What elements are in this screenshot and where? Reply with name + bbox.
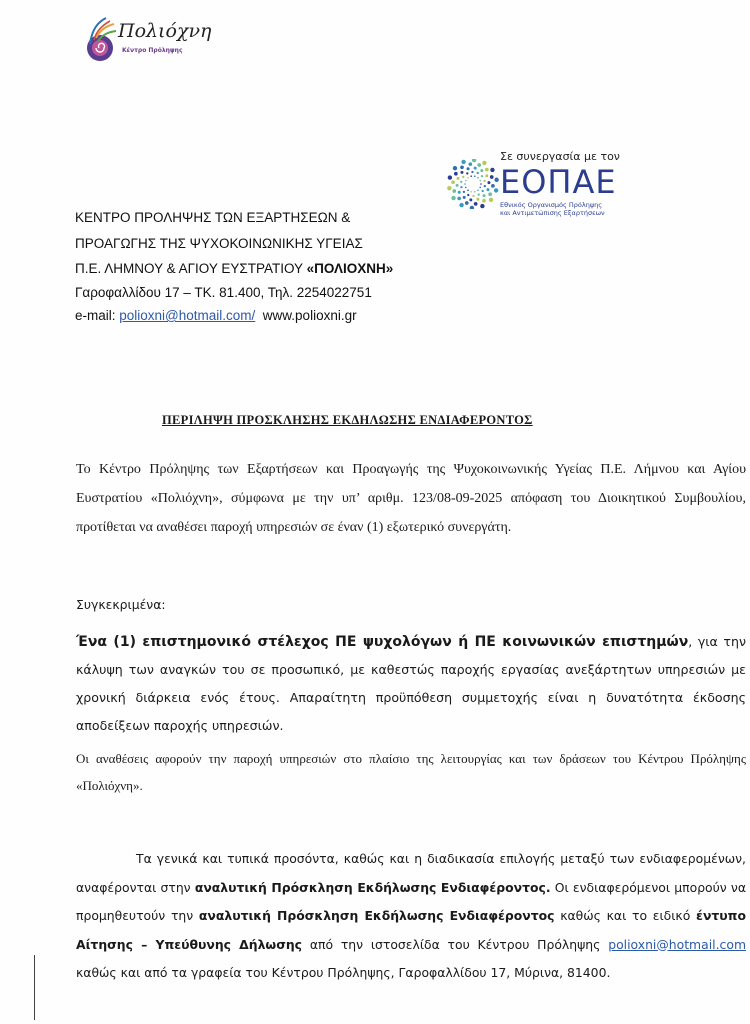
logo-subtitle: Κέντρο Πρόληψης (122, 47, 183, 54)
eopae-logo (445, 145, 635, 220)
logo-dot (470, 175, 472, 177)
eopae-line1: Εθνικός Οργανισμός Πρόληψης (500, 201, 603, 209)
logo-dot (483, 180, 485, 182)
logo-dot (474, 202, 478, 206)
logo-dot (466, 172, 468, 174)
eopae-acronym: ΕΟΠΑΕ (500, 163, 617, 201)
logo-dot (462, 176, 464, 178)
logo-dot (456, 184, 459, 187)
logo-dot (485, 174, 488, 177)
logo-dot (480, 169, 483, 172)
website-text: www.polioxni.gr (262, 308, 357, 323)
logo-dot (461, 160, 465, 164)
logo-dot (447, 186, 451, 190)
position-paragraph (76, 628, 746, 740)
email-link-inline[interactable]: polioxni@hotmail.com (608, 936, 747, 952)
email-link[interactable]: polioxni@hotmail.com/ (119, 308, 256, 323)
logo-dot (467, 167, 470, 170)
text-segment: Τα γενικά και τυπικά προσόντα, καθώς και η διαδικασία επιλογής μεταξύ των ενδιαφερομένων, αναφέρονται στην (76, 851, 746, 895)
logo-dot (460, 165, 464, 169)
logo-dot (474, 167, 477, 170)
spiral-swirl-logo-icon (84, 14, 118, 64)
logo-dot (465, 201, 469, 205)
logo-dot (451, 180, 455, 184)
logo-dot (479, 180, 481, 182)
logo-dot (481, 175, 483, 177)
logo-dot (474, 175, 476, 177)
logo-dot (472, 195, 474, 197)
intro-paragraph: Το Κέντρο Πρόληψης των Εξαρτήσεων και Προαγωγής της Ψυχοκοινωνικής Υγείας Π.Ε. Λήμνου και Αγίου Ευστρατίου «Πολιόχνη», σύμφωνα με την υπ’ αριθμ. 123/08-09-2025 απόφαση του Διοικητικού Συμβουλίου, προτίθεται να αναθέσει παροχή υπηρεσιών σε έναν (1) εξωτερικό συνεργάτη. (76, 462, 746, 535)
logo-dot (480, 183, 482, 185)
logo-dot (453, 166, 457, 170)
logo-dot (480, 204, 484, 208)
logo-dot (477, 177, 479, 179)
logo-dot (454, 172, 458, 176)
logo-dot (482, 161, 486, 165)
logo-dot (482, 190, 484, 192)
dotted-circle-logo-icon (447, 159, 499, 209)
logo-dot (467, 194, 469, 196)
logo-dot (470, 206, 474, 209)
logo-dot (467, 177, 469, 179)
logo-dot (491, 184, 495, 188)
letterhead-line2: ΠΡΟΑΓΩΓΗΣ ΤΗΣ ΨΥΧΟΚΟΙΝΩΝΙΚΗΣ ΥΓΕΙΑΣ (75, 236, 363, 251)
logo-dot (457, 197, 461, 201)
logo-dot (463, 191, 465, 193)
logo-dot (483, 194, 486, 197)
scope-paragraph: Οι αναθέσεις αφορούν την παροχή υπηρεσιών στο πλαίσιο της λειτουργίας και των δράσεων του Κέντρου Πρόληψης «Πολιόχνη». (76, 751, 746, 793)
logo-dot (477, 172, 479, 174)
letterhead-line3 (75, 261, 393, 276)
logo-dot (494, 188, 498, 192)
logo-dot (460, 181, 462, 183)
logo-name: Πολιόχνη (118, 20, 212, 42)
logo-dot (488, 192, 492, 196)
logo-dot (489, 198, 493, 202)
qualifications-paragraph (76, 845, 746, 988)
cooperation-caption: Σε συνεργασία με τον (500, 150, 620, 163)
logo-dot (451, 196, 455, 200)
logo-dot (465, 180, 467, 182)
logo-dot (477, 189, 479, 191)
text-segment: καθώς και το ειδικό (554, 908, 697, 923)
logo-dot (458, 191, 461, 194)
margin-line (34, 955, 35, 1020)
logo-dot (469, 198, 472, 201)
logo-dot (486, 188, 489, 191)
logo-dot (448, 175, 452, 179)
logo-dot (465, 187, 467, 189)
logo-dot (474, 191, 476, 193)
logo-dot (452, 189, 456, 193)
logo-dot (468, 162, 472, 166)
logo-dot (460, 171, 463, 174)
logo-dot (477, 163, 481, 167)
position-details: , για την κάλυψη των αναγκών του σε προσωπικό, με καθεστώς παροχής εργασίας ανεξάρτητων υπηρεσιών με χρονική διάρκεια ενός έτους. Απαραίτητη προϋπόθεση συμμετοχής είναι η δυνατότητα έκδοσης αποδείξεων παροχής υπηρεσιών. (76, 634, 746, 733)
logo-dot (490, 168, 494, 172)
text-segment: καθώς και από τα γραφεία του Κέντρου Πρόληψης, Γαροφαλλίδου 17, Μύρινα, 81400. (76, 965, 611, 980)
bold-segment: αναλυτική Πρόσκληση Εκδήλωσης Ενδιαφέροντος (198, 908, 555, 923)
letterhead-line1: ΚΕΝΤΡΟ ΠΡΟΛΗΨΗΣ ΤΩΝ ΕΞΑΡΤΗΣΕΩΝ & (75, 210, 351, 225)
logo-dot (485, 168, 489, 172)
logo-dot (470, 191, 472, 193)
document-title: ΠΕΡΙΛΗΨΗ ΠΡΟΣΚΛΗΣΗΣ ΕΚΔΗΛΩΣΗΣ ΕΝΔΙΑΦΕΡΟΝΤΟΣ (162, 413, 533, 427)
eopae-line2: και Αντιμετώπισης Εξαρτήσεων (500, 209, 605, 217)
logo-dot (482, 199, 486, 203)
logo-dot (490, 175, 494, 179)
logo-dot (479, 187, 481, 189)
region-text: Π.Ε. ΛΗΜΝΟΥ & ΑΓΙΟΥ ΕΥΣΤΡΑΤΙΟΥ (75, 261, 307, 276)
logo-dot (484, 185, 486, 187)
logo-dot (476, 198, 479, 201)
logo-dot (471, 171, 473, 173)
letterhead-address: Γαροφαλλίδου 17 – ΤΚ. 81.400, Τηλ. 2254022751 (75, 285, 372, 300)
logo-dot (467, 189, 469, 191)
email-label: e-mail: (75, 308, 120, 323)
logo-dot (464, 183, 466, 185)
logo-dot (472, 159, 476, 162)
logo-dot (459, 203, 463, 207)
logo-dot (463, 196, 466, 199)
letterhead-contact (75, 308, 357, 323)
logo-dot (487, 181, 490, 184)
text-segment: από την ιστοσελίδα του Κέντρου Πρόληψης (302, 936, 609, 952)
bold-segment: αναλυτική Πρόσκληση Εκδήλωσης Ενδιαφέροντος. (194, 879, 551, 895)
bold-segment: έντυπο Αίτησης – Υπεύθυνης Δήλωσης (76, 908, 746, 952)
center-name: «ΠΟΛΙΟΧΝΗ» (306, 261, 394, 276)
position-title: Ένα (1) επιστημονικό στέλεχος ΠΕ ψυχολόγων ή ΠΕ κοινωνικών επιστημών (76, 634, 689, 650)
logo-dot (460, 186, 462, 188)
logo-dot (457, 177, 460, 180)
logo-dot (478, 193, 480, 195)
specifically-label: Συγκεκριμένα: (76, 597, 166, 612)
text-segment: Οι ενδιαφερόμενοι μπορούν να προμηθευτούν την (76, 879, 747, 923)
poliochni-logo (84, 12, 224, 68)
logo-dot (494, 178, 498, 182)
